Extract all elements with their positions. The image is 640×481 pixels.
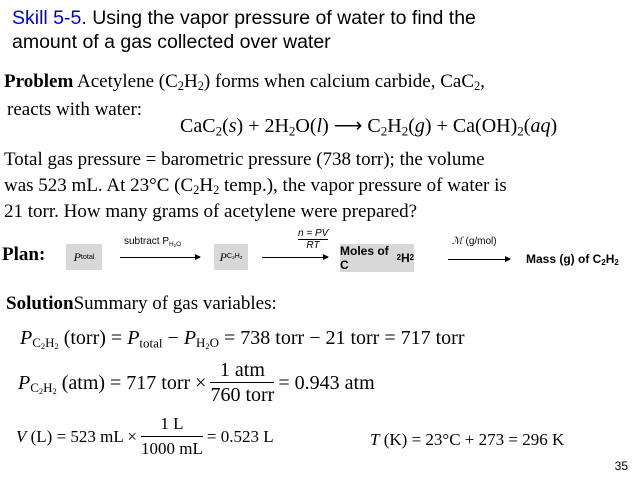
skill-label: Skill 5-5 — [12, 7, 82, 29]
plan-arrow-1 — [120, 257, 200, 258]
solution-label: Solution — [6, 293, 74, 314]
equation-1: $P_{C_2H_2}$ (torr) = $P_{total} - P_{H_2O} = 738$ torr − 21 torr = 717 torr — [20, 327, 465, 352]
plan-result: Mass (g) of $C_2H_2$ — [526, 252, 619, 267]
problem-line1: Problem Acetylene $(C_2H_2)$ forms when calcium carbide, CaC$_2$, — [4, 71, 485, 94]
solution-summary: Summary of gas variables: — [73, 293, 277, 314]
arrow1-label: subtract $P_{H_2O}$ — [124, 236, 182, 248]
plan-label: Plan: — [2, 244, 46, 265]
title-line2: amount of a gas collected over water — [12, 31, 331, 53]
problem-label: Problem — [4, 71, 74, 92]
plan-arrow-3 — [448, 259, 510, 260]
slide-title — [12, 6, 476, 54]
problem-text3: 21 torr. How many grams of acetylene were prepared? — [4, 201, 418, 222]
title-line1: . Using the vapor pressure of water to find the — [81, 7, 476, 29]
problem-text1: Total gas pressure = barometric pressure (738 torr); the volume — [4, 149, 485, 170]
plan-box-moles: Moles of C 2 H 2 — [340, 244, 414, 272]
problem-line2: reacts with water: — [7, 99, 143, 120]
plan-arrow-2 — [262, 257, 328, 258]
plan-box-ptotal: P total — [66, 244, 102, 270]
equation-3: V (L) = 523 mL × $\frac{1 L}{1000 mL}$ = 0.523 L — [16, 414, 274, 458]
problem-text2: was 523 mL. At 23°C ($C_2H_2$ temp.), the vapor pressure of water is — [4, 175, 507, 198]
arrow3-label: ℳ (g/mol) — [452, 236, 497, 247]
arrow2-label: n = PV RT — [298, 228, 329, 251]
equation-2: $P_{C_2H_2}$ (atm) = 717 torr × $\frac{\text{1 atm}}{\text{760 torr}}$ = 0.943 atm — [18, 359, 375, 406]
solution-line — [6, 292, 277, 316]
page-number: 35 — [614, 459, 628, 473]
plan-box-pc2h2: P $C_2H_2$ — [214, 244, 248, 270]
reaction-equation: $CaC_2(s) + 2H_2O(l)$ ⟶ $C_2H_2(g) + Ca(OH)_2(aq)$ — [180, 115, 558, 139]
equation-4: T (K) = 23°C + 273 = 296 K — [370, 430, 565, 449]
